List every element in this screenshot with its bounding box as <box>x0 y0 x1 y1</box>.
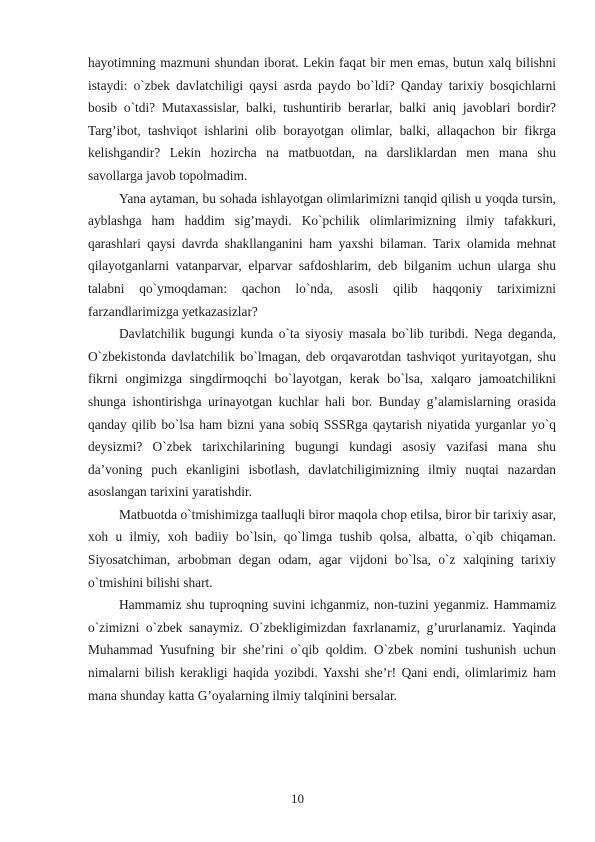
paragraph: Hammamiz shu tuproqning suvini ichganmiz, non-tuzini yeganmiz. Hammamiz o`zimizni o`zbek sanaymiz. O`zbekligimizdan faxrlanamiz, g’ururlanamiz. Yaqinda Muhammad Yusufning bir she’rini o`qib qoldim. O`zbek nomini tushunish uchun nimalarni bilish kerakligi haqida yozibdi. Yaxshi she’r! Qani endi, olimlarimiz ham mana shunday katta G’oyalarning ilmiy talqinini bersalar. <box>88 597 556 703</box>
page-number: 10 <box>291 791 304 806</box>
paragraph: hayotimning mazmuni shundan iborat. Lekin faqat bir men emas, butun xalq bilishni istaydi: o`zbek davlatchiligi qaysi asrda paydo bo`ldi? Qanday tarixiy bosqichlarni bosib o`tdi? Mutaxassislar, balki, tushuntirib berarlar, balki aniq javoblari bordir? Targ’ibot, tashviqot ishlarini olib borayotgan olimlar, balki, allaqachon bir fikrga kelishgandir? Lekin hozircha na matbuotdan, na darsliklardan men mana shu savollarga javob topolmadim. <box>88 55 556 183</box>
paragraph: Matbuotda o`tmishimizga taalluqli biror maqola chop etilsa, biror bir tarixiy asar, xoh u ilmiy, xoh badiiy bo`lsin, qo`limga tushib qolsa, albatta, o`qib chiqaman. Siyosatchiman, arbobman degan odam, agar vijdoni bo`lsa, o`z xalqining tarixiy o`tmishini bilishi shart. <box>88 506 556 590</box>
paragraph: Davlatchilik bugungi kunda o`ta siyosiy masala bo`lib turibdi. Nega deganda, O`zbekistonda davlatchilik bo`lmagan, deb orqavarotdan tashviqot yuritayotgan, shu fikrni ongimizga singdirmoqchi bo`layotgan, kerak bo`lsa, xalqaro jamoatchilikni shunga ishontirishga urinayotgan kuchlar hali bor. Bunday g’alamislarning orasida qanday qilib bo`lsa ham bizni yana sobiq SSSRga qaytarish niyatida yurganlar yo`q deysizmi? O`zbek tarixchilarining bugungi kundagi asosiy vazifasi mana shu da’voning puch ekanligini isbotlash, davlatchiligimizning ilmiy nuqtai nazardan asoslangan tarixini yaratishdir. <box>88 326 556 500</box>
paragraph: Yana aytaman, bu sohada ishlayotgan olimlarimizni tanqid qilish u yoqda tursin, ayblashga ham haddim sig’maydi. Ko`pchilik olimlarimizning ilmiy tafakkuri, qarashlari qaysi davrda shakllanganini ham yaxshi bilaman. Tarix olamida mehnat qilayotganlarni vatanparvar, elparvar safdoshlarim, deb bilganim uchun ularga shu talabni qo`ymoqdaman: qachon lo`nda, asosli qilib haqqoniy tariximizni farzandlarimizga yetkazasizlar? <box>88 190 556 319</box>
page-body <box>88 52 556 707</box>
